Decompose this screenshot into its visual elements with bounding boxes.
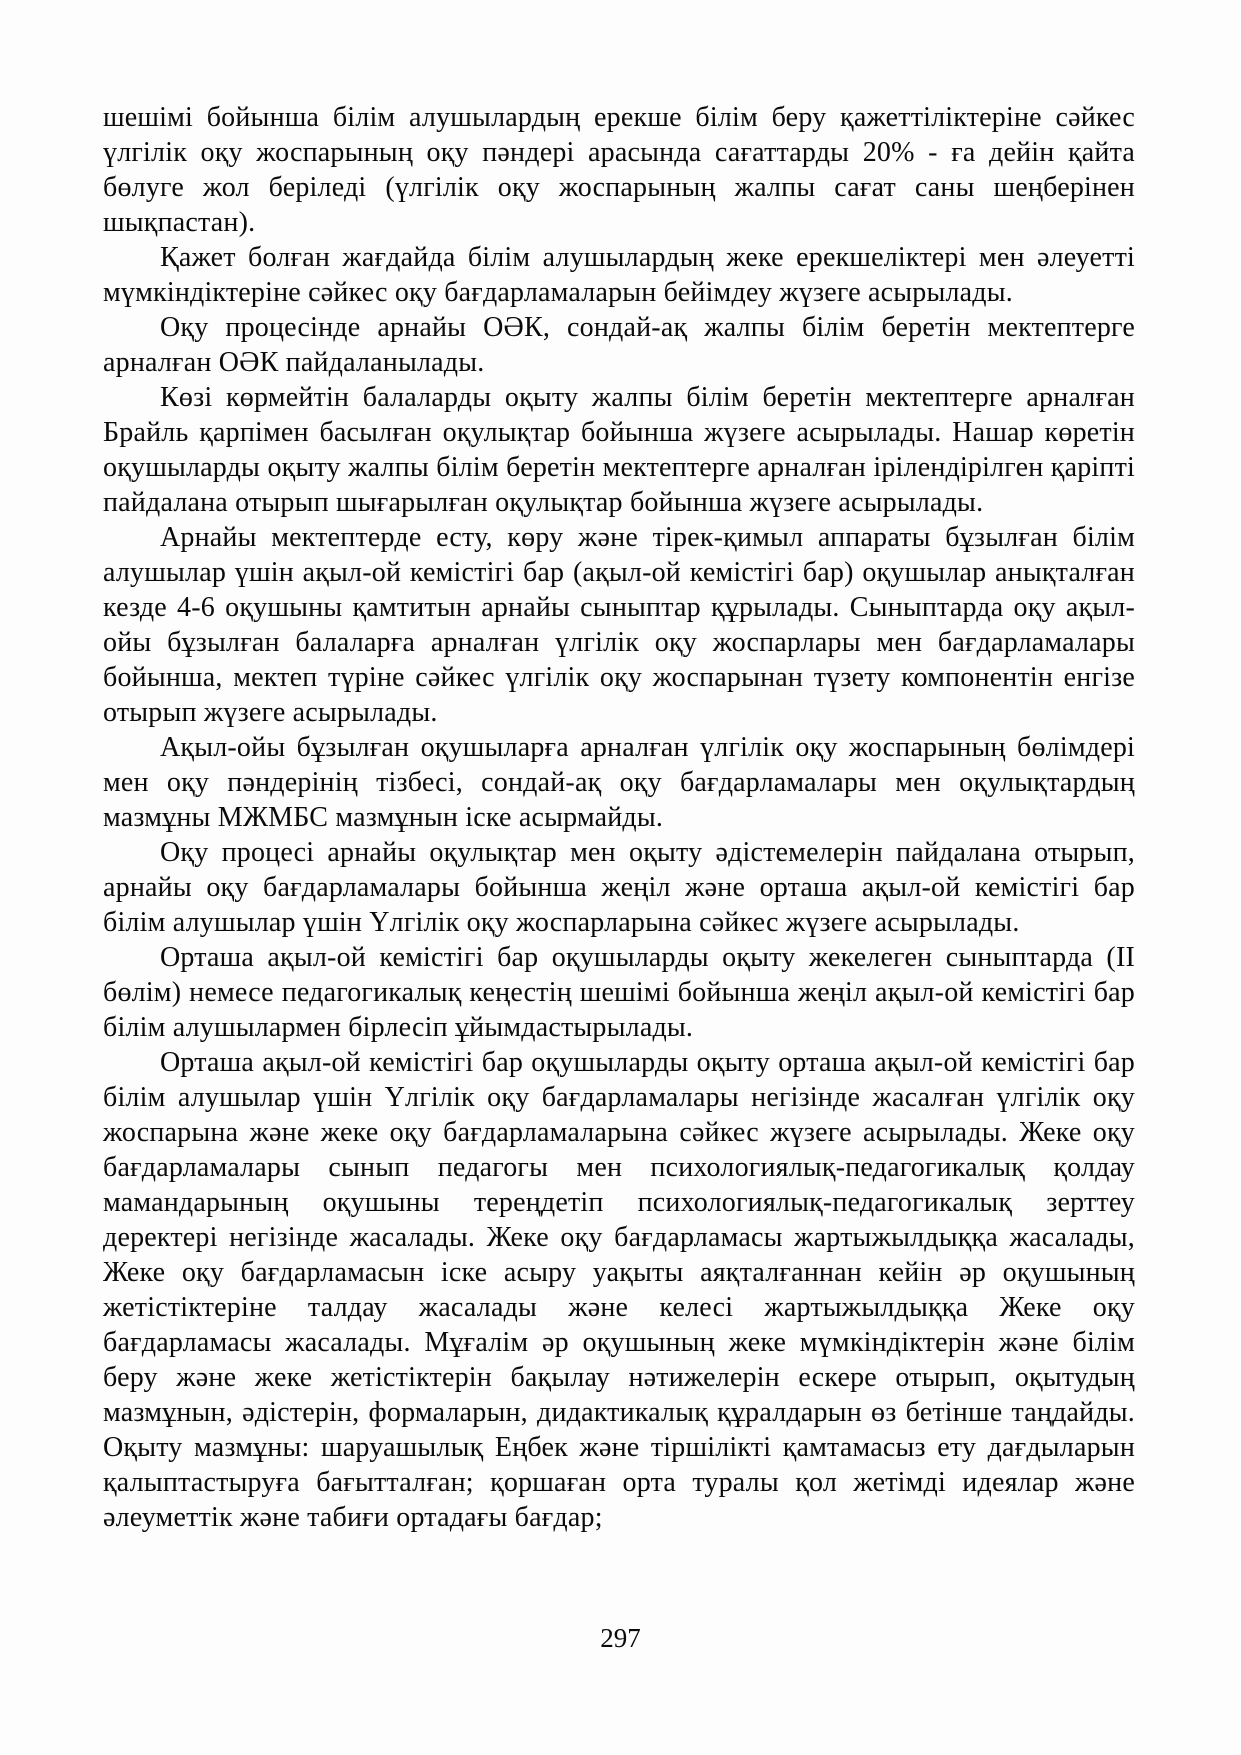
paragraph: Ақыл-ойы бұзылған оқушыларға арналған үлгілік оқу жоспарының бөлімдері мен оқу пәндерінің тізбесі, сондай-ақ оқу бағдарламалары мен оқулықтардың мазмұны МЖМБС мазмұнын іске асырмайды. <box>103 732 1135 833</box>
paragraph: Оқу процесінде арнайы ОӘК, сондай-ақ жалпы білім беретін мектептерге арналған ОӘК пайдаланылады. <box>103 312 1135 378</box>
page-body-text <box>103 100 1135 1535</box>
page-number: 297 <box>600 1623 641 1653</box>
paragraph: Орташа ақыл-ой кемістігі бар оқушыларды оқыту орташа ақыл-ой кемістігі бар білім алушылар үшін Үлгілік оқу бағдарламалары негізінде жасалған үлгілік оқу жоспарына және жеке оқу бағдарламаларына сәйкес жүзеге асырылады. Жеке оқу бағдарламалары сынып педагогы мен психологиялық-педагогикалық қолдау мамандарының оқушыны тереңдетіп психологиялық-педагогикалық зерттеу деректері негізінде жасалады. Жеке оқу бағдарламасы жартыжылдыққа жасалады, Жеке оқу бағдарламасын іске асыру уақыты аяқталғаннан кейін әр оқушының жетістіктеріне талдау жасалады және келесі жартыжылдыққа Жеке оқу бағдарламасы жасалады. Мұғалім әр оқушының жеке мүмкіндіктерін және білім беру және жеке жетістіктерін бақылау нәтижелерін ескере отырып, оқытудың мазмұнын, әдістерін, формаларын, дидактикалық құралдарын өз бетінше таңдайды. Оқыту мазмұны: шаруашылық Еңбек және тіршілікті қамтамасыз ету дағдыларын қалыптастыруға бағытталған; қоршаған орта туралы қол жетімді идеялар және әлеуметтік және табиғи ортадағы бағдар; <box>103 1047 1135 1533</box>
paragraph: Оқу процесі арнайы оқулықтар мен оқыту әдістемелерін пайдалана отырып, арнайы оқу бағдарламалары бойынша жеңіл және орташа ақыл-ой кемістігі бар білім алушылар үшін Үлгілік оқу жоспарларына сәйкес жүзеге асырылады. <box>103 837 1135 938</box>
paragraph: шешімі бойынша білім алушылардың ерекше білім беру қажеттіліктеріне сәйкес үлгілік оқу жоспарының оқу пәндері арасында сағаттарды 20% - ға дейін қайта бөлуге жол беріледі (үлгілік оқу жоспарының жалпы сағат саны шеңберінен шықпастан). <box>103 102 1135 238</box>
paragraph: Көзі көрмейтін балаларды оқыту жалпы білім беретін мектептерге арналған Брайль қарпімен басылған оқулықтар бойынша жүзеге асырылады. Нашар көретін оқушыларды оқыту жалпы білім беретін мектептерге арналған ірілендірілген қаріпті пайдалана отырып шығарылған оқулықтар бойынша жүзеге асырылады. <box>103 382 1135 518</box>
paragraph: Қажет болған жағдайда білім алушылардың жеке ерекшеліктері мен әлеуетті мүмкіндіктеріне сәйкес оқу бағдарламаларын бейімдеу жүзеге асырылады. <box>103 242 1135 308</box>
paragraph: Арнайы мектептерде есту, көру және тірек-қимыл аппараты бұзылған білім алушылар үшін ақыл-ой кемістігі бар (ақыл-ой кемістігі бар) оқушылар анықталған кезде 4-6 оқушыны қамтитын арнайы сыныптар құрылады. Сыныптарда оқу ақыл-ойы бұзылған балаларға арналған үлгілік оқу жоспарлары мен бағдарламалары бойынша, мектеп түріне сәйкес үлгілік оқу жоспарынан түзету компонентін енгізе отырып жүзеге асырылады. <box>103 522 1135 728</box>
paragraph: Орташа ақыл-ой кемістігі бар оқушыларды оқыту жекелеген сыныптарда (II бөлім) немесе педагогикалық кеңестің шешімі бойынша жеңіл ақыл-ой кемістігі бар білім алушылармен бірлесіп ұйымдастырылады. <box>103 942 1135 1043</box>
